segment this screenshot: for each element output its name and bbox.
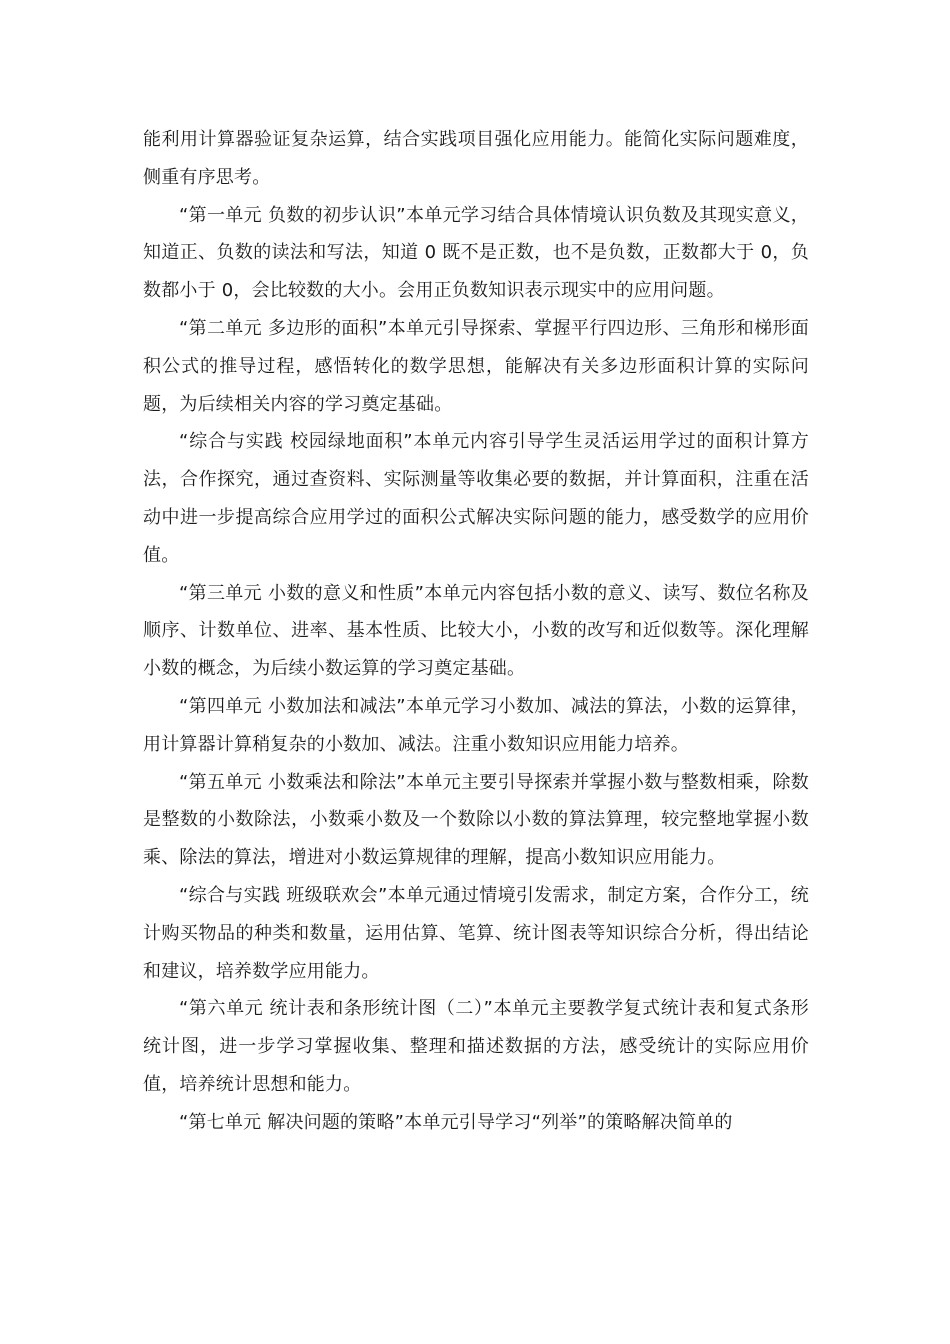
paragraph-unit-1: “第一单元 负数的初步认识”本单元学习结合具体情境认识负数及其现实意义，知道正、负数的读法和写法，知道 0 既不是正数，也不是负数，正数都大于 0，负数都小于 0，会比较数的大小。会用正负数知识表示现实中的应用问题。 [143, 204, 809, 302]
paragraph-unit-2: “第二单元 多边形的面积”本单元引导探索、掌握平行四边形、三角形和梯形面积公式的推导过程，感悟转化的数学思想，能解决有关多边形面积计算的实际问题，为后续相关内容的学习奠定基础。 [143, 317, 809, 415]
paragraph-unit-5: “第五单元 小数乘法和除法”本单元主要引导探索并掌握小数与整数相乘，除数是整数的小数除法，小数乘小数及一个数除以小数的算法算理，较完整地掌握小数乘、除法的算法，增进对小数运算规律的理解，提高小数知识应用能力。 [143, 771, 809, 869]
paragraph-continuation: 能利用计算器验证复杂运算，结合实践项目强化应用能力。能简化实际问题难度，侧重有序思考。 [143, 129, 809, 188]
paragraph-unit-4: “第四单元 小数加法和减法”本单元学习小数加、减法的算法，小数的运算律，用计算器计算稍复杂的小数加、减法。注重小数知识应用能力培养。 [143, 695, 809, 755]
paragraph-practice-party: “综合与实践 班级联欢会”本单元通过情境引发需求，制定方案，合作分工，统计购买物品的种类和数量，运用估算、笔算、统计图表等知识综合分析，得出结论和建议，培养数学应用能力。 [143, 884, 809, 982]
paragraph-unit-6: “第六单元 统计表和条形统计图（二）”本单元主要教学复式统计表和复式条形统计图，进一步学习掌握收集、整理和描述数据的方法，感受统计的实际应用价值，培养统计思想和能力。 [143, 998, 809, 1095]
paragraph-practice-campus: “综合与实践 校园绿地面积”本单元内容引导学生灵活运用学过的面积计算方法，合作探究，通过查资料、实际测量等收集必要的数据，并计算面积，注重在活动中进一步提高综合应用学过的面积公式解决实际问题的能力，感受数学的应用价值。 [143, 431, 809, 566]
paragraph-unit-3: “第三单元 小数的意义和性质”本单元内容包括小数的意义、读写、数位名称及顺序、计数单位、进率、基本性质、比较大小，小数的改写和近似数等。深化理解小数的概念，为后续小数运算的学习奠定基础。 [143, 582, 809, 680]
paragraph-unit-7: “第七单元 解决问题的策略”本单元引导学习“列举”的策略解决简单的 [179, 1111, 733, 1133]
document-body [143, 121, 809, 1142]
